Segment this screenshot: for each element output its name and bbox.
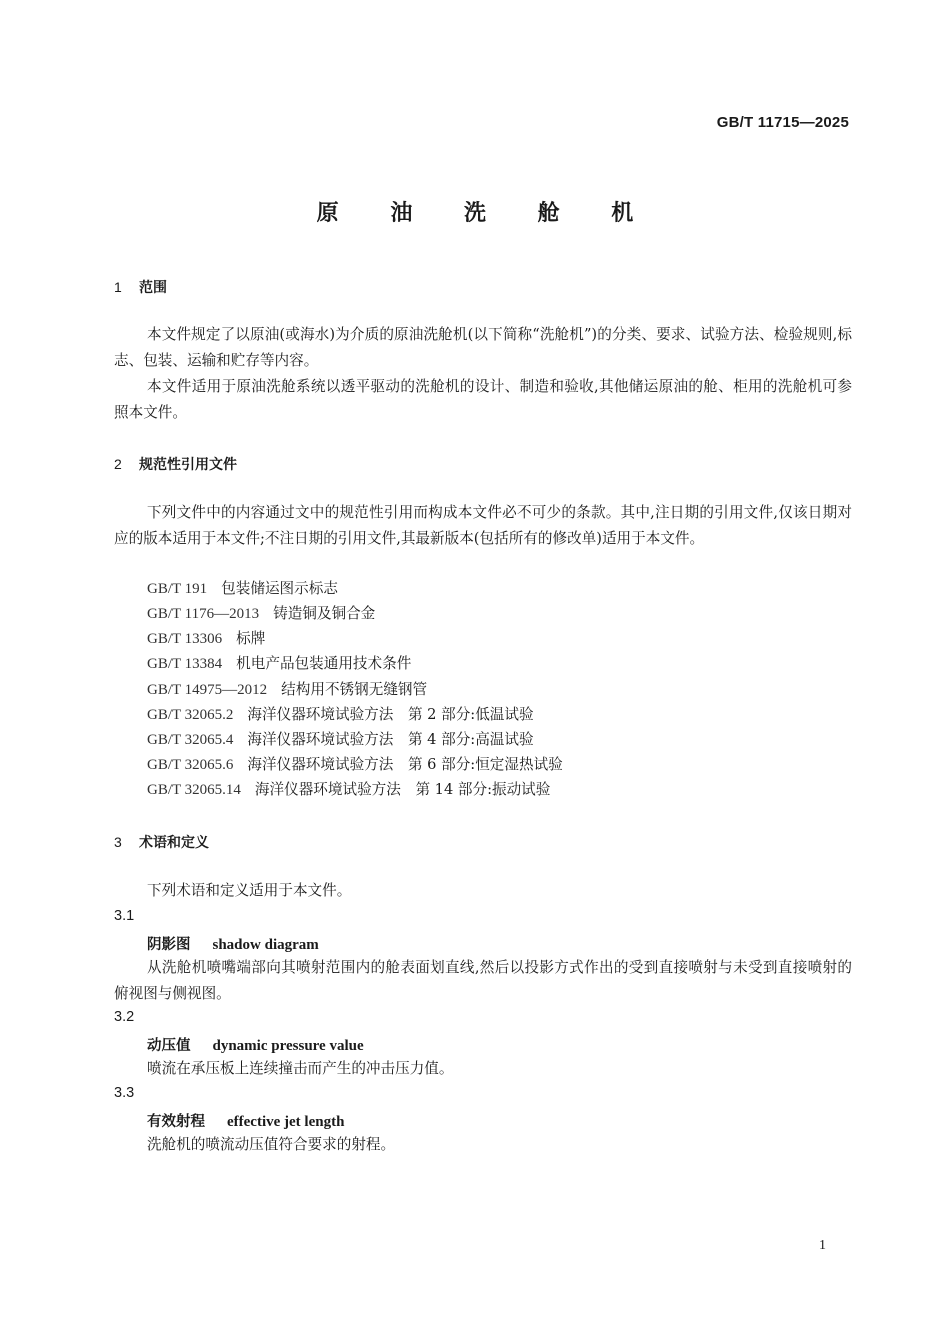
reference-item (147, 680, 427, 700)
section-title: 范围 (139, 280, 167, 296)
paragraph: 本文件适用于原油洗舱系统以透平驱动的洗舱机的设计、制造和验收,其他储运原油的舱、柜用的洗舱机可参照本文件。 (114, 378, 852, 421)
term-number: 3.2 (114, 1009, 135, 1025)
section-heading-scope (114, 277, 167, 297)
standard-code: GB/T 11715—2025 (716, 114, 849, 131)
reference-code: GB/T 32065.4 (147, 732, 234, 748)
term-definition: 喷流在承压板上连续撞击而产生的冲击压力值。 (147, 1060, 454, 1077)
term-definition: 从洗舱机喷嘴端部向其喷射范围内的舱表面划直线,然后以投影方式作出的受到直接喷射与未受到直接喷射的俯视图与侧视图。 (114, 959, 852, 1002)
reference-title: 海洋仪器环境试验方法 第 6 部分:恒定湿热试验 (247, 756, 563, 773)
term-heading (147, 933, 319, 954)
term-en: dynamic pressure value (212, 1038, 364, 1054)
reference-item (147, 755, 563, 775)
paragraph: 下列术语和定义适用于本文件。 (147, 882, 352, 899)
term-zh: 阴影图 (147, 937, 191, 953)
section-number: 3 (114, 834, 122, 850)
reference-item (147, 780, 550, 800)
reference-title: 铸造铜及铜合金 (273, 605, 376, 622)
paragraph: 下列文件中的内容通过文中的规范性引用而构成本文件必不可少的条款。其中,注日期的引用文件,仅该日期对应的版本适用于本文件;不注日期的引用文件,其最新版本(包括所有的修改单)适用于本文件。 (114, 504, 852, 547)
reference-item (147, 705, 534, 725)
reference-title: 标牌 (236, 630, 266, 647)
reference-code: GB/T 13306 (147, 631, 223, 647)
reference-code: GB/T 191 (147, 581, 208, 597)
paragraph: 本文件规定了以原油(或海水)为介质的原油洗舱机(以下简称“洗舱机”)的分类、要求、试验方法、检验规则,标志、包装、运输和贮存等内容。 (114, 326, 852, 369)
reference-code: GB/T 32065.14 (147, 782, 241, 798)
reference-item (147, 604, 375, 624)
reference-code: GB/T 13384 (147, 656, 223, 672)
reference-title: 海洋仪器环境试验方法 第 4 部分:高温试验 (247, 731, 534, 748)
term-heading (147, 1110, 344, 1131)
reference-code: GB/T 1176—2013 (147, 606, 260, 622)
reference-item (147, 629, 265, 649)
reference-title: 包装储运图示标志 (221, 580, 338, 597)
term-zh: 动压值 (147, 1038, 191, 1054)
section-heading-terms-and-definitions (114, 832, 209, 852)
reference-title: 机电产品包装通用技术条件 (236, 655, 412, 672)
term-en: effective jet length (227, 1114, 345, 1130)
reference-title: 结构用不锈钢无缝钢管 (281, 681, 428, 698)
reference-code: GB/T 32065.2 (147, 707, 234, 723)
term-heading (147, 1034, 364, 1055)
reference-item (147, 730, 534, 750)
section-title: 规范性引用文件 (139, 457, 237, 473)
reference-item (147, 654, 411, 674)
section-title: 术语和定义 (139, 835, 209, 851)
section-heading-normative-references (114, 454, 237, 474)
term-en: shadow diagram (212, 937, 319, 953)
reference-item (147, 579, 338, 599)
section-number: 2 (114, 456, 122, 472)
section-number: 1 (114, 279, 122, 295)
term-definition: 洗舱机的喷流动压值符合要求的射程。 (147, 1136, 396, 1153)
term-number: 3.3 (114, 1085, 135, 1101)
reference-code: GB/T 32065.6 (147, 757, 234, 773)
reference-code: GB/T 14975—2012 (147, 682, 268, 698)
reference-title: 海洋仪器环境试验方法 第 2 部分:低温试验 (247, 706, 534, 723)
page-number: 1 (819, 1238, 826, 1253)
term-zh: 有效射程 (147, 1114, 205, 1130)
document-title: 原 油 洗 舱 机 (316, 201, 656, 226)
term-number: 3.1 (114, 908, 135, 924)
reference-title: 海洋仪器环境试验方法 第 14 部分:振动试验 (254, 781, 551, 798)
